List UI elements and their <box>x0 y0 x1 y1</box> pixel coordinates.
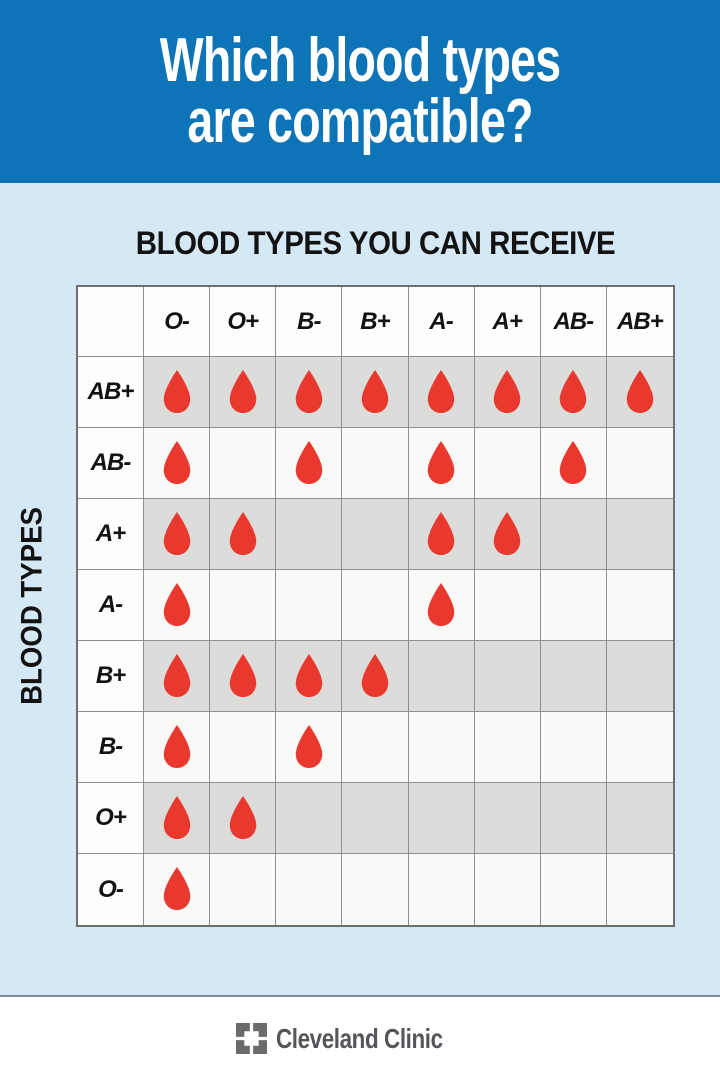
blood-drop-icon <box>161 796 193 841</box>
column-header-label: AB+ <box>617 307 663 335</box>
column-header <box>607 287 673 357</box>
compatibility-cell <box>144 712 210 783</box>
compatibility-cell <box>475 641 541 712</box>
brand-name: Cleveland Clinic <box>275 1022 443 1054</box>
compatibility-cell <box>210 712 276 783</box>
compatibility-cell <box>607 712 673 783</box>
column-header-label: A- <box>429 307 453 335</box>
compatibility-cell <box>541 428 607 499</box>
compatibility-cell <box>607 499 673 570</box>
blood-drop-icon <box>293 654 325 699</box>
blood-drop-icon <box>624 370 656 415</box>
column-header-label: O+ <box>227 307 259 335</box>
compatibility-cell <box>409 641 475 712</box>
compatibility-cell <box>210 499 276 570</box>
row-header-label: O- <box>98 875 123 903</box>
compatibility-cell <box>276 357 342 428</box>
compatibility-cell <box>210 428 276 499</box>
compatibility-cell <box>210 854 276 925</box>
row-header-label: AB+ <box>87 378 134 405</box>
blood-drop-icon <box>293 441 325 486</box>
column-header-label: B- <box>297 307 321 335</box>
column-header <box>342 287 408 357</box>
compatibility-cell <box>541 641 607 712</box>
compatibility-cell <box>607 570 673 641</box>
row-header <box>78 712 144 783</box>
compatibility-cell <box>342 641 408 712</box>
blood-drop-icon <box>161 512 193 557</box>
compatibility-cell <box>144 499 210 570</box>
compatibility-cell <box>475 854 541 925</box>
compatibility-cell <box>541 854 607 925</box>
blood-drop-icon <box>557 370 589 415</box>
blood-drop-icon <box>425 441 457 486</box>
compatibility-cell <box>144 783 210 854</box>
compatibility-cell <box>144 357 210 428</box>
row-header-label: B+ <box>95 662 126 689</box>
compatibility-cell <box>409 783 475 854</box>
row-header <box>78 854 144 925</box>
row-header-label: A+ <box>95 520 126 547</box>
compatibility-cell <box>342 712 408 783</box>
compatibility-cell <box>210 357 276 428</box>
compatibility-cell <box>276 712 342 783</box>
column-header <box>276 287 342 357</box>
compatibility-cell <box>409 499 475 570</box>
header-banner <box>0 0 720 183</box>
column-header <box>144 287 210 357</box>
column-header-label: B+ <box>360 307 390 335</box>
compatibility-cell <box>342 783 408 854</box>
compatibility-cell <box>210 641 276 712</box>
column-header <box>541 287 607 357</box>
blood-drop-icon <box>161 867 193 912</box>
blood-drop-icon <box>491 370 523 415</box>
compatibility-cell <box>475 570 541 641</box>
compatibility-cell <box>276 499 342 570</box>
compatibility-cell <box>607 783 673 854</box>
compatibility-cell <box>541 499 607 570</box>
compatibility-cell <box>342 357 408 428</box>
page-title-line2: are compatible? <box>187 86 533 156</box>
compatibility-table <box>76 285 675 927</box>
compatibility-cell <box>276 783 342 854</box>
row-header-label: AB- <box>90 449 131 476</box>
blood-drop-icon <box>161 441 193 486</box>
column-header-label: A+ <box>492 307 522 335</box>
column-header <box>475 287 541 357</box>
row-header <box>78 357 144 428</box>
compatibility-cell <box>276 641 342 712</box>
compatibility-cell <box>607 641 673 712</box>
row-header <box>78 428 144 499</box>
compatibility-cell <box>276 428 342 499</box>
compatibility-cell <box>342 854 408 925</box>
blood-drop-icon <box>425 583 457 628</box>
blood-drop-icon <box>227 370 259 415</box>
column-header-label: AB- <box>553 307 594 335</box>
compatibility-cell <box>475 783 541 854</box>
corner-cell <box>78 287 144 357</box>
blood-drop-icon <box>359 370 391 415</box>
blood-drop-icon <box>425 512 457 557</box>
footer <box>0 997 720 1080</box>
blood-drop-icon <box>227 796 259 841</box>
compatibility-cell <box>144 428 210 499</box>
compatibility-cell <box>144 570 210 641</box>
compatibility-cell <box>276 570 342 641</box>
compatibility-cell <box>210 783 276 854</box>
row-header-label: A- <box>98 591 123 618</box>
row-header-label: O+ <box>95 804 126 831</box>
cleveland-clinic-logo-mark <box>236 1023 267 1054</box>
row-header <box>78 783 144 854</box>
rows-axis-label-container <box>2 287 64 925</box>
compatibility-cell <box>475 712 541 783</box>
compatibility-cell <box>276 854 342 925</box>
compatibility-cell <box>409 357 475 428</box>
row-header <box>78 499 144 570</box>
row-header <box>78 641 144 712</box>
blood-drop-icon <box>161 654 193 699</box>
compatibility-cell <box>607 854 673 925</box>
blood-drop-icon <box>293 725 325 770</box>
compatibility-cell <box>409 570 475 641</box>
blood-drop-icon <box>161 370 193 415</box>
blood-drop-icon <box>227 512 259 557</box>
compatibility-cell <box>342 428 408 499</box>
brand-logo <box>236 1023 484 1055</box>
blood-drop-icon <box>557 441 589 486</box>
rows-axis-label: BLOOD TYPES <box>16 507 49 705</box>
compatibility-cell <box>475 499 541 570</box>
page-title <box>159 25 561 156</box>
compatibility-cell <box>541 712 607 783</box>
compatibility-cell <box>144 854 210 925</box>
compatibility-cell <box>541 783 607 854</box>
page-title-line1: Which blood types <box>159 25 561 95</box>
column-header <box>409 287 475 357</box>
compatibility-cell <box>409 854 475 925</box>
compatibility-cell <box>409 428 475 499</box>
compatibility-cell <box>475 428 541 499</box>
compatibility-cell <box>541 357 607 428</box>
blood-drop-icon <box>293 370 325 415</box>
column-header <box>210 287 276 357</box>
row-header <box>78 570 144 641</box>
blood-drop-icon <box>161 725 193 770</box>
compatibility-cell <box>475 357 541 428</box>
compatibility-cell <box>342 570 408 641</box>
compatibility-cell <box>144 641 210 712</box>
blood-drop-icon <box>359 654 391 699</box>
row-header-label: B- <box>98 733 123 760</box>
blood-drop-icon <box>491 512 523 557</box>
compatibility-cell <box>541 570 607 641</box>
compatibility-cell <box>342 499 408 570</box>
blood-drop-icon <box>161 583 193 628</box>
compatibility-cell <box>607 357 673 428</box>
compatibility-cell <box>210 570 276 641</box>
columns-axis-label: BLOOD TYPES YOU CAN RECEIVE <box>135 225 616 261</box>
compatibility-cell <box>607 428 673 499</box>
compatibility-cell <box>409 712 475 783</box>
blood-drop-icon <box>425 370 457 415</box>
blood-drop-icon <box>227 654 259 699</box>
column-header-label: O- <box>164 307 189 335</box>
